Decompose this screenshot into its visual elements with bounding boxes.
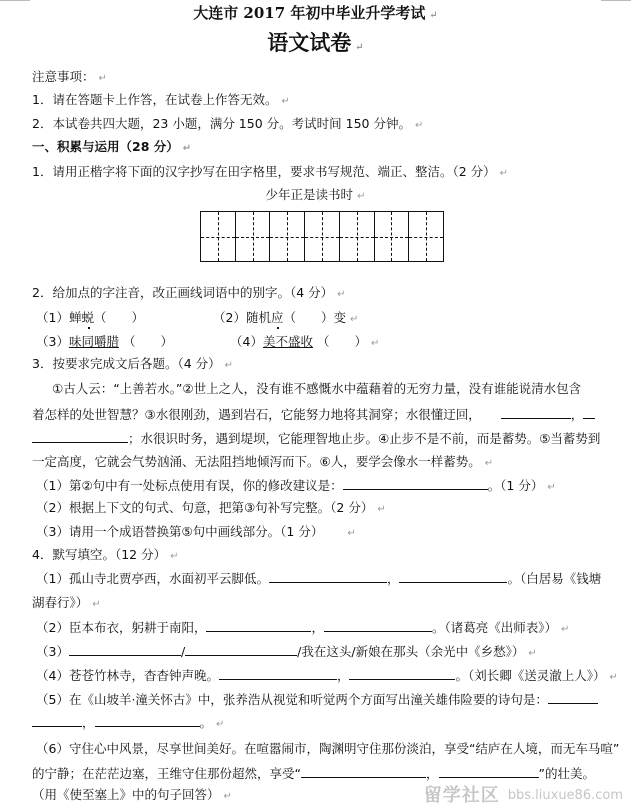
answer-blank[interactable] bbox=[548, 691, 598, 704]
answer-blank[interactable] bbox=[32, 714, 82, 727]
notes-heading: 注意事项： ↵ bbox=[32, 69, 107, 84]
note-item: 1．请在答题卡上作答，在试卷上作答无效。 ↵ bbox=[32, 92, 290, 107]
grid-cell bbox=[270, 212, 305, 261]
q4-sub-6-note: （用《使至塞上》中的句子回答） ↵ bbox=[32, 787, 232, 802]
q4-sub-5: （5）在《山坡羊·潼关怀古》中，张养浩从视觉和听觉两个方面写出潼关雄伟险要的诗句是： bbox=[36, 691, 598, 708]
watermark-logo bbox=[424, 785, 623, 807]
watermark-text: 留学社区 bbox=[423, 785, 500, 806]
answer-blank[interactable] bbox=[301, 765, 426, 778]
q2-item-4: （4）美不盛收 （ ） ↵ bbox=[230, 334, 380, 349]
answer-blank[interactable] bbox=[439, 765, 539, 778]
q3-sub-3: （3）请用一个成语替换第⑤句中画线部分。（1 分） ↵ bbox=[36, 524, 356, 539]
grid-cell bbox=[305, 212, 340, 261]
q2-item-3: （3）味同嚼腊 （ ） bbox=[36, 334, 173, 349]
answer-blank[interactable] bbox=[399, 570, 507, 583]
answer-blank[interactable] bbox=[185, 643, 297, 656]
answer-blank[interactable] bbox=[219, 667, 337, 680]
grid-cell bbox=[340, 212, 375, 261]
answer-blank[interactable] bbox=[95, 714, 200, 727]
q3-sub-1: （1）第②句中有一处标点使用有误，你的修改建议是： 。（1 分） ↵ bbox=[36, 478, 556, 493]
page-corner-mark bbox=[601, 0, 631, 1]
passage-line: ；水很识时务，遇到堤坝，它能理智地止步。④止步不是不前，而是蓄势。⑤当蓄势到 bbox=[32, 430, 600, 447]
q2-item-2: （2）随机应（ ）变 ↵ bbox=[213, 310, 359, 325]
grid-cell bbox=[236, 212, 271, 261]
q4-sub-5-cont: ， 。 ↵ bbox=[32, 714, 224, 733]
question-1-prompt: 1．请用正楷字将下面的汉字抄写在田字格里，要求书写规范、端正、整洁。（2 分） ↵ bbox=[32, 164, 509, 179]
passage-line: 着怎样的处世智慧？③水很刚劲，遇到岩石，它能努力地将其洞穿；水很懂迂回， ， bbox=[32, 406, 595, 423]
answer-blank[interactable] bbox=[501, 406, 571, 419]
answer-blank[interactable] bbox=[32, 430, 128, 443]
question-2-prompt: 2．给加点的字注音，改正画线词语中的别字。（4 分） ↵ bbox=[32, 285, 346, 300]
q4-sub-6: （6）守住心中风景，尽享世间美好。在喧嚣闹市，陶渊明守住那份淡泊，享受“结庐在人境，而无车马喧” bbox=[36, 741, 620, 756]
section-heading: 一、积累与运用（28 分） ↵ bbox=[32, 139, 192, 154]
question-3-prompt: 3．按要求完成文后各题。（4 分） ↵ bbox=[32, 356, 234, 371]
answer-blank[interactable] bbox=[324, 619, 432, 632]
answer-blank[interactable] bbox=[206, 619, 311, 632]
answer-blank[interactable] bbox=[269, 570, 387, 583]
page-corner-mark bbox=[0, 0, 30, 1]
grid-cell bbox=[409, 212, 443, 261]
question-4-prompt: 4．默写填空。（12 分） ↵ bbox=[32, 547, 179, 562]
q4-sub-1: （1）孤山寺北贾亭西，水面初平云脚低。 ， 。（白居易《钱塘 bbox=[36, 571, 602, 586]
grid-cell bbox=[375, 212, 410, 261]
answer-blank[interactable] bbox=[583, 406, 595, 419]
watermark-url: bbs.liuxue86.com bbox=[507, 788, 623, 803]
copy-phrase: 少年正是读书时 ↵ bbox=[265, 187, 366, 202]
answer-blank[interactable] bbox=[349, 667, 455, 680]
q3-sub-2: （2）根据上下文的句式、句意，把第③句补写完整。（2 分） ↵ bbox=[36, 500, 386, 515]
answer-blank[interactable] bbox=[69, 643, 181, 656]
q2-item-1: （1）蝉蜕（ ） bbox=[36, 310, 144, 325]
note-item: 2．本试卷共四大题，23 小题，满分 150 分。考试时间 150 分钟。 ↵ bbox=[32, 116, 424, 131]
exam-title: 大连市 2017 年初中毕业升学考试 ↵ bbox=[193, 4, 438, 22]
tianzige-grid bbox=[200, 211, 444, 262]
grid-cell bbox=[201, 212, 236, 261]
answer-blank[interactable] bbox=[343, 477, 488, 490]
passage-line: ①古人云：“上善若水。”②世上之人，没有谁不感慨水中蕴藉着的无穷力量，没有谁能说清水包含 bbox=[52, 381, 582, 396]
q4-sub-6-cont: 的宁静；在茫茫边塞，王维守住那份超然，享受“ ， ”的壮美。 bbox=[32, 766, 595, 781]
q4-sub-1-cont: 湖春行》） ↵ bbox=[32, 595, 101, 610]
q4-sub-2: （2）臣本布衣，躬耕于南阳， ， 。（诸葛亮《出师表》） ↵ bbox=[36, 620, 570, 635]
passage-line: 一定高度，它就会气势汹涌、无法阻挡地倾泻而下。⑥人，要学会像水一样蓄势。 ↵ bbox=[32, 454, 494, 469]
q4-sub-4: （4）苍苍竹林寺，杳杳钟声晚。 ， 。（刘长卿《送灵澈上人》） ↵ bbox=[36, 668, 618, 683]
subject-title: 语文试卷 ↵ bbox=[267, 30, 364, 55]
q4-sub-3: （3） / /我在这头/新娘在那头（余光中《乡愁》） ↵ bbox=[36, 644, 537, 659]
